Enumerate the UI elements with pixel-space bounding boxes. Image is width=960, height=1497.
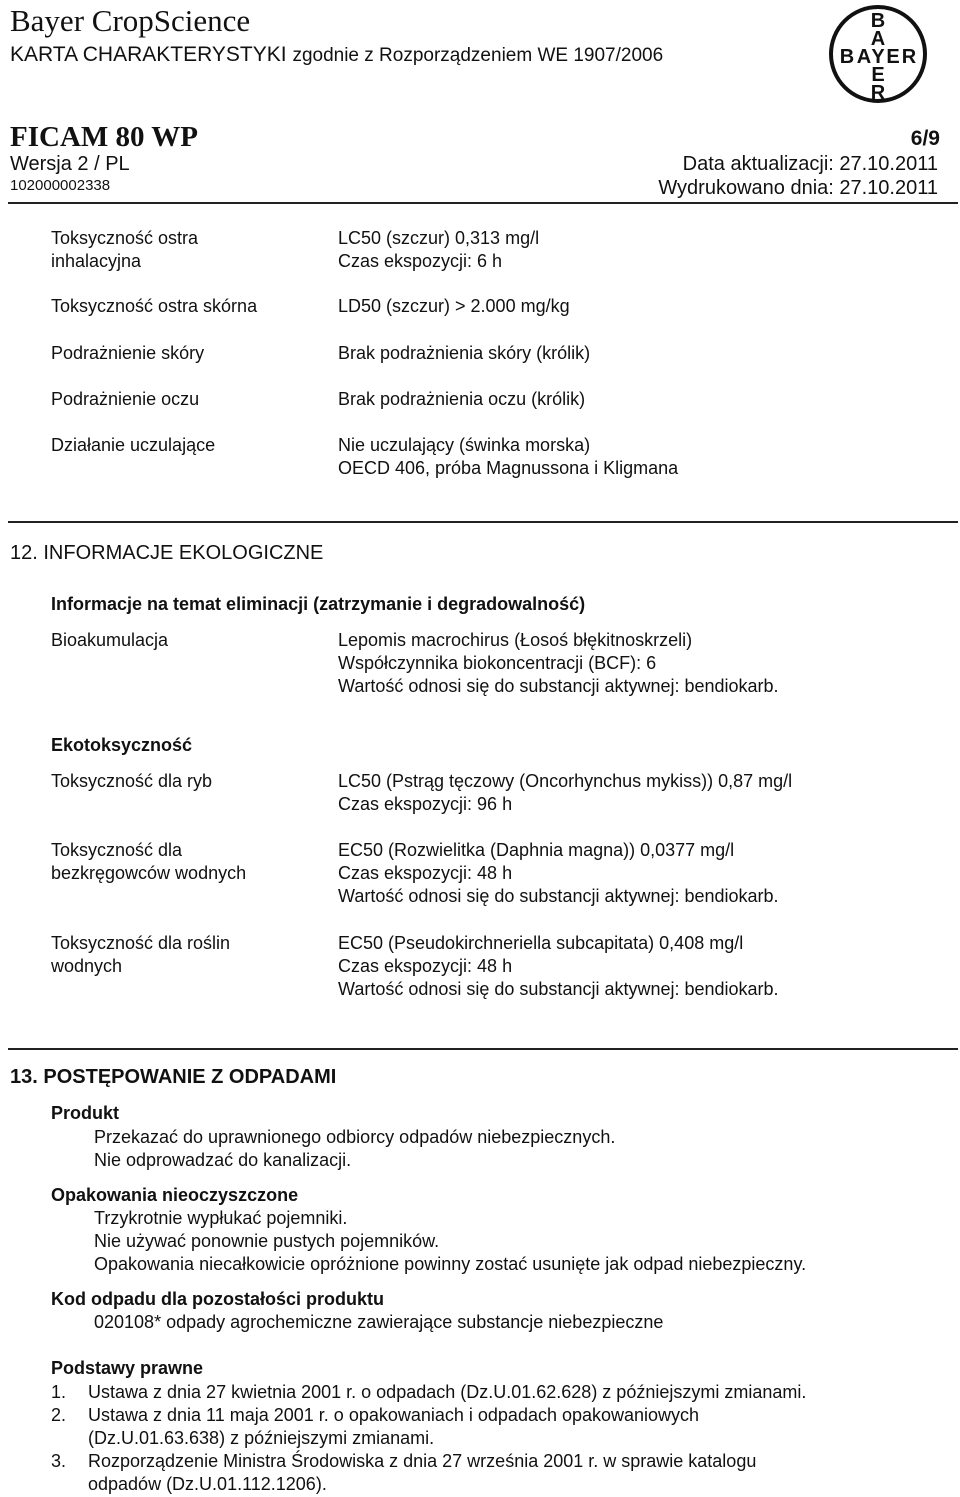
product-heading: Produkt <box>51 1103 120 1123</box>
company-name: Bayer CropScience <box>10 3 251 38</box>
logo-letter-e: E <box>871 64 885 86</box>
logo-letter-r: R <box>870 82 886 104</box>
tox-value: Brak podrażnienia oczu (królik) <box>338 389 586 409</box>
logo-letter-r-h: R <box>901 46 917 68</box>
section-13-title: 13. POSTĘPOWANIE Z ODPADAMI <box>10 1066 337 1088</box>
version: Wersja 2 / PL <box>10 153 130 175</box>
header-rule <box>8 202 958 204</box>
product-name: FICAM 80 WP <box>10 121 198 153</box>
doc-type <box>10 42 663 69</box>
bioaccumulation-value: Lepomis macrochirus (Łosoś błękitnoskrzeli) Współczynnika biokoncentracji (BCF): 6 Wartość odnosi się do substancji aktywnej: bendiokarb. <box>338 630 779 696</box>
doc-type-label: KARTA CHARAKTERYSTYKI <box>10 43 287 66</box>
print-date: Wydrukowano dnia: 27.10.2011 <box>658 177 938 199</box>
tox-label: Toksyczność ostra skórna <box>51 296 258 316</box>
tox-value: LD50 (szczur) > 2.000 mg/kg <box>338 296 570 316</box>
tox-label: Podrażnienie skóry <box>51 343 205 363</box>
tox-label: Podrażnienie oczu <box>51 389 200 409</box>
legal-basis-heading: Podstawy prawne <box>51 1358 204 1378</box>
tox-value: Nie uczulający (świnka morska) OECD 406, próba Magnussona i Kligmana <box>338 435 679 478</box>
logo-letter-b: B <box>870 10 886 32</box>
section-13-rule <box>8 1048 958 1050</box>
ecotoxicity-heading: Ekotoksyczność <box>51 735 193 755</box>
page-number: 6/9 <box>910 127 940 150</box>
eco-value: EC50 (Pseudokirchneriella subcapitata) 0,408 mg/l Czas ekspozycji: 48 h Wartość odnosi się do substancji aktywnej: bendiokarb. <box>338 933 779 999</box>
regulation-label: zgodnie z Rozporządzeniem WE 1907/2006 <box>292 45 664 66</box>
legal-item-number: 1. <box>51 1382 67 1402</box>
eco-value: EC50 (Rozwielitka (Daphnia magna)) 0,0377 mg/l Czas ekspozycji: 48 h Wartość odnosi się do substancji aktywnej: bendiokarb. <box>338 840 779 906</box>
logo-letter-y: Y <box>871 46 885 68</box>
legal-item: 3. Rozporządzenie Ministra Środowiska z dnia 27 września 2001 r. w sprawie katalogu odpadów (Dz.U.01.112.1206). <box>51 1451 757 1494</box>
product-lines: Przekazać do uprawnionego odbiorcy odpadów niebezpiecznych. Nie odprowadzać do kanalizacji. <box>94 1127 616 1170</box>
logo-letter-e-h: E <box>886 46 900 68</box>
waste-code-line: 020108* odpady agrochemiczne zawierające substancje niebezpieczne <box>94 1312 664 1332</box>
bayer-logo <box>828 4 928 104</box>
section-12-rule <box>8 521 958 523</box>
legal-item: 2. Ustawa z dnia 11 maja 2001 r. o opakowaniach i odpadach opakowaniowych (Dz.U.01.63.638) z późniejszymi zmianami. <box>51 1405 700 1448</box>
legal-item-number: 3. <box>51 1451 67 1471</box>
section-12-title: 12. INFORMACJE EKOLOGICZNE <box>10 542 324 564</box>
tox-label: Działanie uczulające <box>51 435 216 455</box>
tox-value: Brak podrażnienia skóry (królik) <box>338 343 591 363</box>
doc-number: 102000002338 <box>10 177 111 194</box>
eco-label: Toksyczność dla roślin wodnych <box>51 933 231 976</box>
packaging-heading: Opakowania nieoczyszczone <box>51 1185 299 1205</box>
eco-label: Toksyczność dla ryb <box>51 771 213 791</box>
bioaccumulation-label: Bioakumulacja <box>51 630 169 650</box>
elimination-heading: Informacje na temat eliminacji (zatrzymanie i degradowalność) <box>51 594 586 614</box>
tox-label: Toksyczność ostra inhalacyjna <box>51 228 199 271</box>
update-date: Data aktualizacji: 27.10.2011 <box>682 153 938 175</box>
logo-letter-a-h: A <box>856 46 872 68</box>
waste-code-heading: Kod odpadu dla pozostałości produktu <box>51 1289 384 1309</box>
packaging-lines: Trzykrotnie wypłukać pojemniki. Nie używać ponownie pustych pojemników. Opakowania niecałkowicie opróżnione powinny zostać usunięte jak odpad niebezpieczny. <box>94 1208 807 1274</box>
legal-item: 1. Ustawa z dnia 27 kwietnia 2001 r. o odpadach (Dz.U.01.62.628) z późniejszymi zmianami. <box>51 1382 807 1402</box>
eco-label: Toksyczność dla bezkręgowców wodnych <box>51 840 247 883</box>
tox-value: LC50 (szczur) 0,313 mg/l Czas ekspozycji: 6 h <box>338 228 540 271</box>
logo-letter-a: A <box>870 28 886 50</box>
eco-value: LC50 (Pstrąg tęczowy (Oncorhynchus mykiss)) 0,87 mg/l Czas ekspozycji: 96 h <box>338 771 793 814</box>
legal-item-number: 2. <box>51 1405 67 1425</box>
logo-letter-b-h: B <box>839 46 855 68</box>
